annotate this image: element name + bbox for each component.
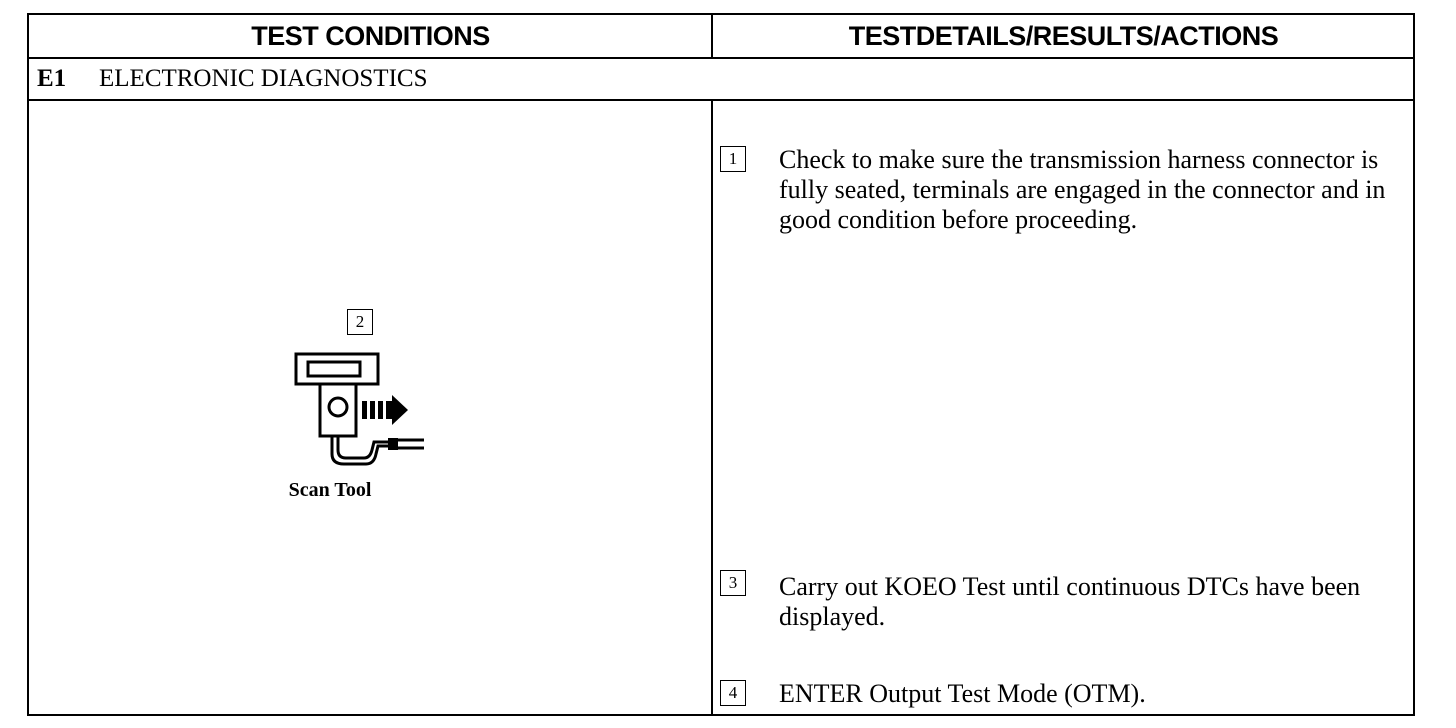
body-column-divider xyxy=(711,101,713,716)
step-number-2: 2 xyxy=(347,309,373,335)
section-divider xyxy=(29,99,1413,101)
scan-tool-label: Scan Tool xyxy=(288,479,372,501)
step-3-text: Carry out KOEO Test until continuous DTCs have been displayed. xyxy=(779,572,1361,631)
step-1-text: Check to make sure the transmission harness connector is fully seated, terminals are engaged in the connector and in good condition before proceeding. xyxy=(779,145,1386,234)
section-code: E1 xyxy=(37,65,67,92)
step-4-text: ENTER Output Test Mode (OTM). xyxy=(779,679,1146,708)
section-row xyxy=(29,59,1413,99)
header-test-conditions: TEST CONDITIONS xyxy=(251,20,490,51)
header-test-details: TESTDETAILS/RESULTS/ACTIONS xyxy=(848,20,1279,51)
section-title: ELECTRONIC DIAGNOSTICS xyxy=(99,65,428,92)
step-number-1: 1 xyxy=(720,146,746,172)
step-number-3: 3 xyxy=(720,570,746,596)
step-number-4: 4 xyxy=(720,680,746,706)
scan-tool-icon xyxy=(290,350,430,470)
